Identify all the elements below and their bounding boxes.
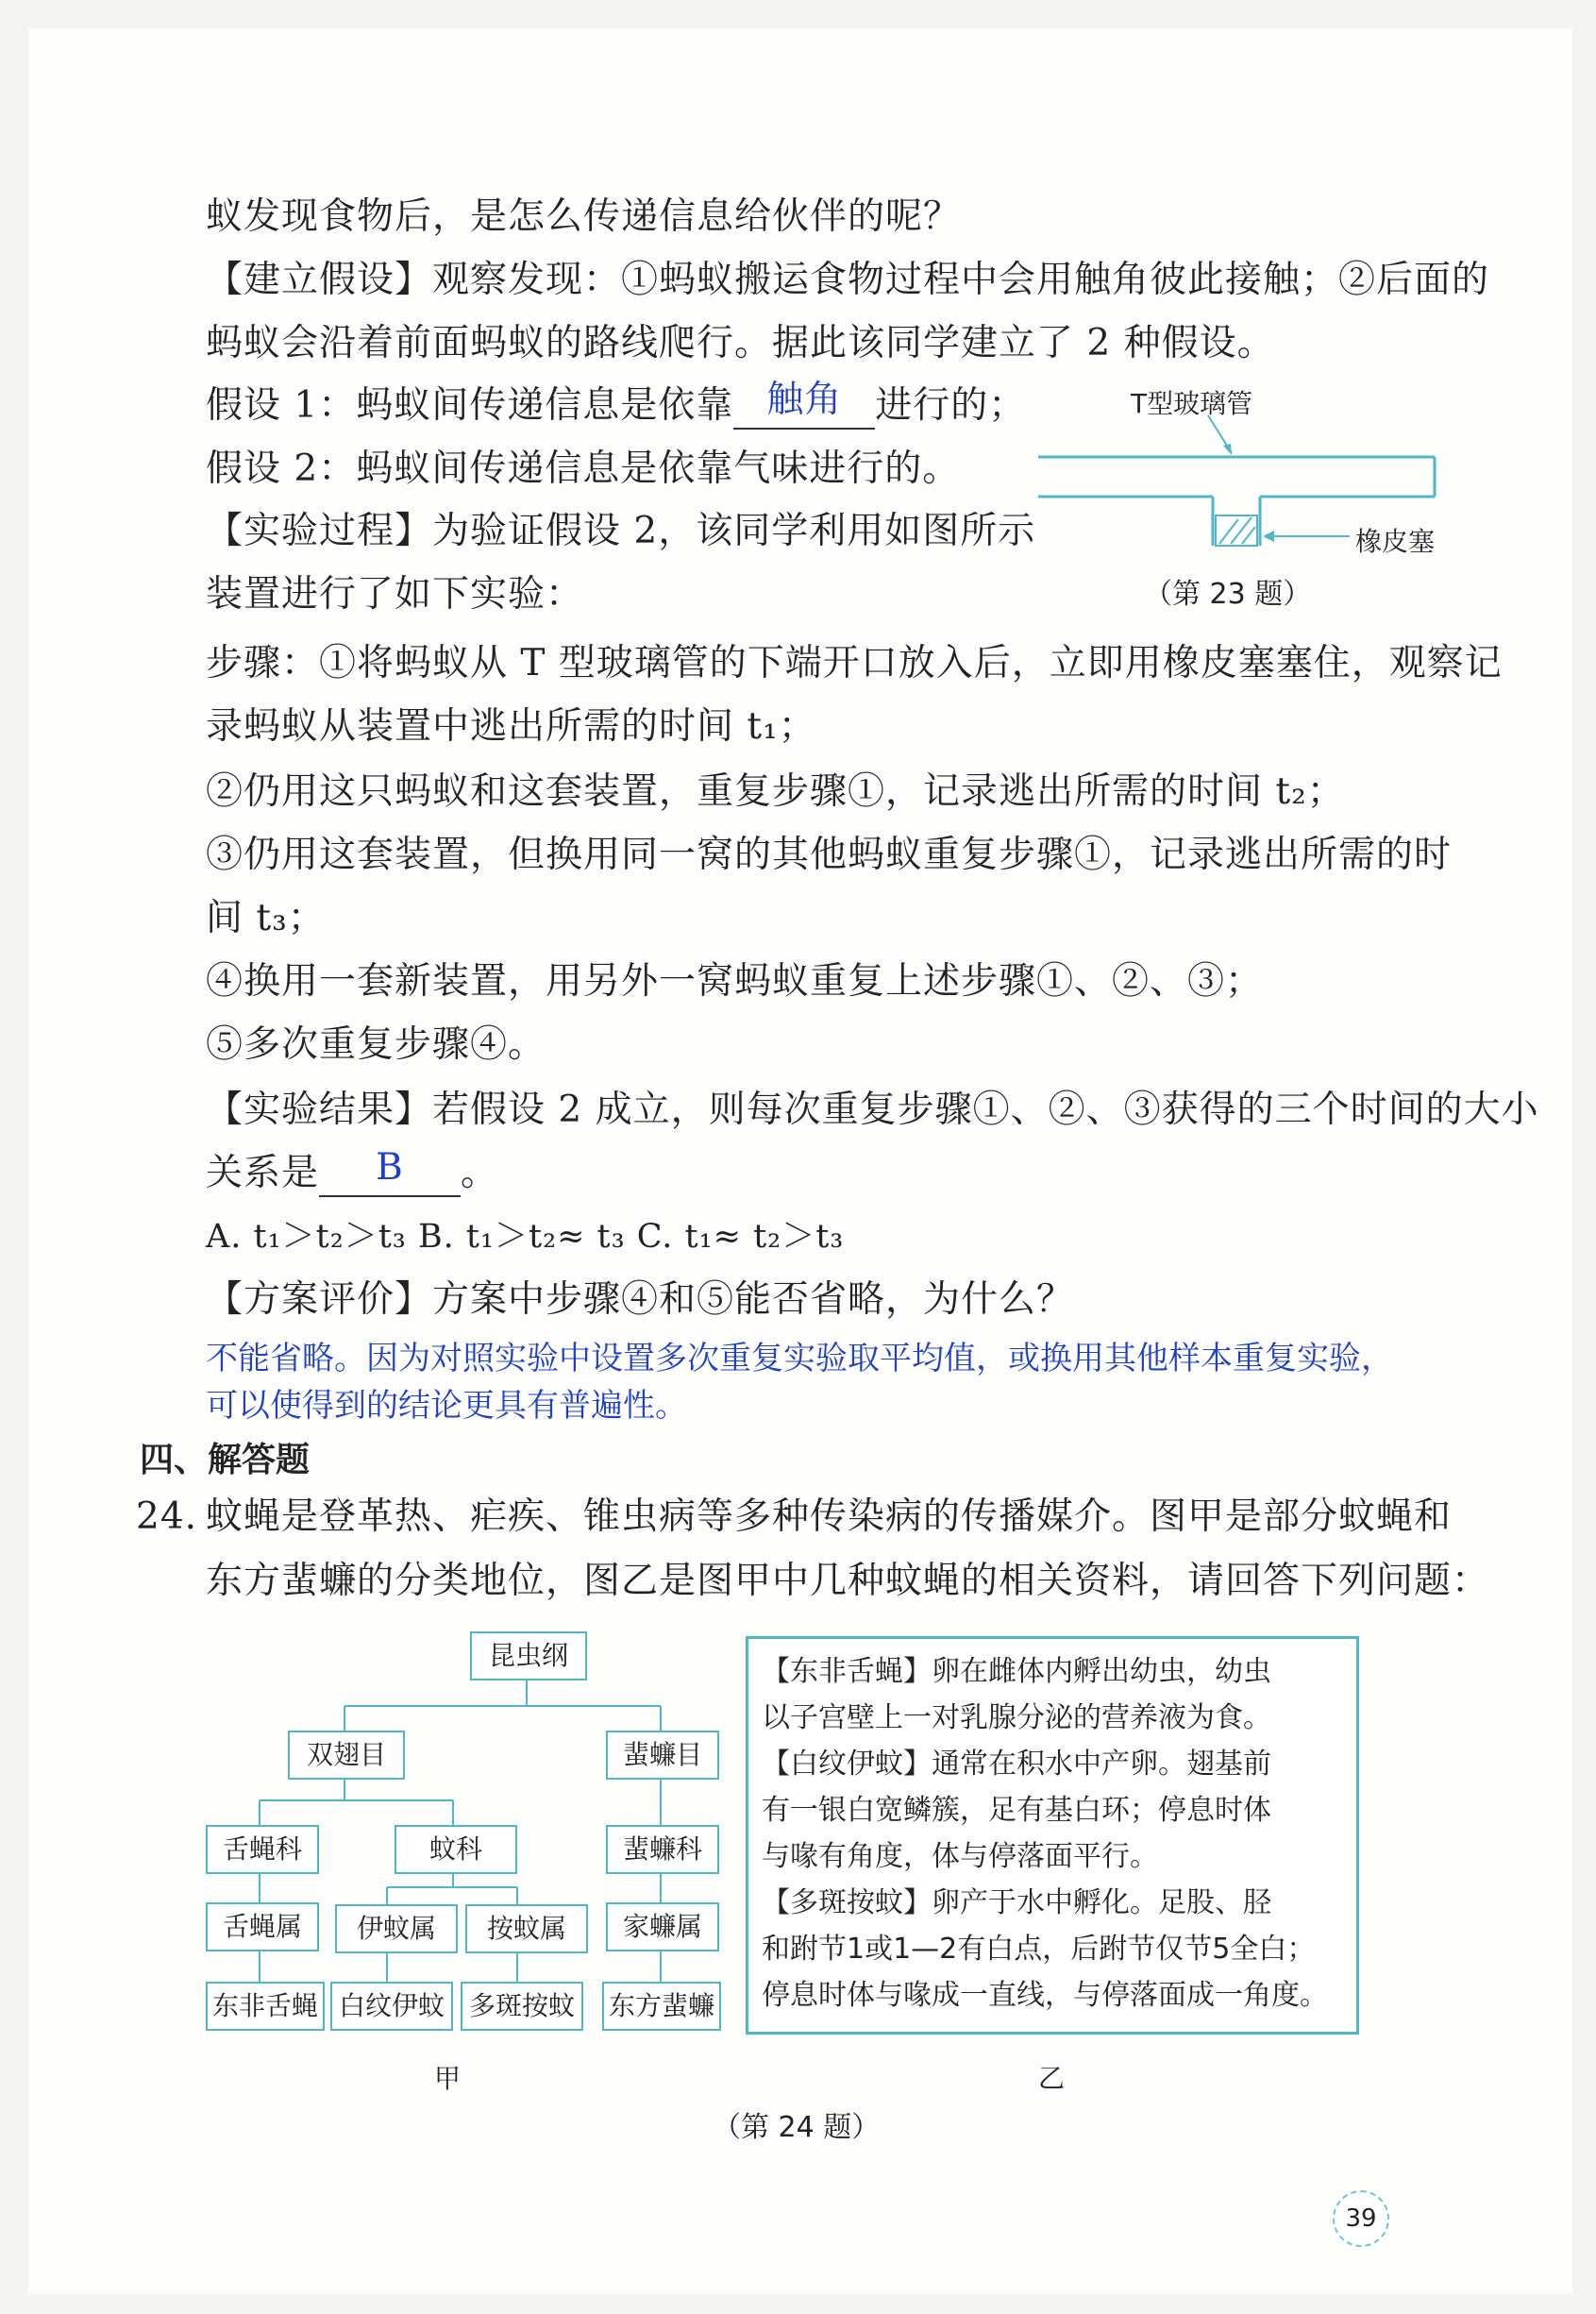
answer-blank: [319, 1146, 461, 1197]
text-line: 东方蜚蠊的分类地位，图乙是图甲中几种蚊蝇的相关资料，请回答下列问题：: [206, 1560, 1490, 1602]
tube-pointer-head: [1223, 444, 1232, 455]
answer-text: 可以使得到的结论更具有普遍性。: [206, 1387, 687, 1425]
tube-label: T型玻璃管: [1131, 388, 1253, 419]
answer-blank: [733, 379, 875, 430]
info-line: 和跗节1或1—2有白点，后跗节仅节5全白；: [762, 1933, 1316, 1966]
answer-value: 触角: [766, 379, 843, 421]
info-line: 停息时体与喙成一直线，与停落面成一角度。: [762, 1979, 1328, 2012]
info-line: 【东非舌蝇】卵在雌体内孵出幼虫，幼虫: [762, 1655, 1271, 1688]
tree-node-species: 东非舌蝇: [206, 1982, 325, 2031]
text-line: 【建立假设】观察发现：①蚂蚁搬运食物过程中会用触角彼此接触；②后面的: [206, 259, 1490, 301]
text-line: 蚁发现食物后，是怎么传递信息给伙伴的呢？: [206, 195, 962, 238]
text-line: 【方案评价】方案中步骤④和⑤能否省略，为什么？: [206, 1278, 1075, 1321]
answer-value: B: [376, 1146, 404, 1189]
question-number: 24.: [136, 1495, 198, 1538]
figure-label-yi: 乙: [1038, 2063, 1066, 2094]
result-prefix: 关系是: [206, 1152, 320, 1194]
text-line: 蚊蝇是登革热、疟疾、锥虫病等多种传染病的传播媒介。图甲是部分蚊蝇和: [206, 1495, 1453, 1538]
tree-node-species: 白纹伊蚊: [330, 1982, 453, 2031]
text-line: 【实验过程】为验证假设 2，该同学利用如图所示: [206, 510, 1036, 552]
hypothesis-1-suffix: 进行的；: [875, 384, 1027, 427]
figure-caption: （第 24 题）: [713, 2111, 881, 2144]
tree-node-order: 蜚蠊目: [606, 1731, 719, 1780]
tree-node-family: 蜚蠊科: [606, 1825, 719, 1874]
text-line: 蚂蚁会沿着前面蚂蚁的路线爬行。据此该同学建立了 2 种假设。: [206, 322, 1275, 364]
info-box: [746, 1636, 1359, 2035]
result-line: [206, 1146, 499, 1197]
tree-node-family: 蚊科: [395, 1825, 517, 1874]
text-line: 步骤：①将蚂蚁从 T 型玻璃管的下端开口放入后，立即用橡皮塞塞住，观察记: [206, 642, 1503, 684]
stopper-pointer-head: [1263, 531, 1274, 542]
tree-node-genus: 伊蚊属: [335, 1904, 458, 1953]
tree-node-family: 舌蝇科: [206, 1825, 319, 1874]
tree-node-species: 东方蜚蠊: [602, 1982, 721, 2031]
info-line: 以子宫壁上一对乳腺分泌的营养液为食。: [762, 1701, 1271, 1734]
text-line: 装置进行了如下实验：: [206, 573, 584, 616]
section-heading: 四、解答题: [140, 1441, 311, 1479]
info-line: 【多斑按蚊】卵产于水中孵化。足股、胫: [762, 1886, 1271, 1919]
info-line: 与喙有角度，体与停落面平行。: [762, 1840, 1158, 1873]
options-line: A. t₁＞t₂＞t₃ B. t₁＞t₂≈ t₃ C. t₁≈ t₂＞t₃: [206, 1218, 845, 1256]
figure-caption: （第 23 题）: [1144, 578, 1312, 611]
tree-node-species: 多斑按蚊: [461, 1982, 583, 2031]
stopper-label: 橡皮塞: [1355, 526, 1436, 557]
info-line: 【白纹伊蚊】通常在积水中产卵。翅基前: [762, 1748, 1271, 1781]
tree-node-genus: 舌蝇属: [206, 1902, 319, 1951]
hypothesis-1: [206, 379, 1027, 430]
answer-text: 不能省略。因为对照实验中设置多次重复实验取平均值，或换用其他样本重复实验，: [206, 1340, 1393, 1377]
tree-node-root: 昆虫纲: [470, 1631, 587, 1681]
figure-label-jia: 甲: [434, 2063, 462, 2094]
info-line: 有一银白宽鳞簇，足有基白环；停息时体: [762, 1794, 1271, 1827]
text-line: 间 t₃；: [206, 897, 326, 939]
text-line: ④换用一套新装置，用另外一窝蚂蚁重复上述步骤①、②、③；: [206, 960, 1264, 1003]
text-line: ③仍用这套装置，但换用同一窝的其他蚂蚁重复步骤①，记录逃出所需的时: [206, 834, 1453, 876]
tree-node-genus: 按蚊属: [465, 1904, 588, 1953]
tree-node-order: 双翅目: [288, 1731, 405, 1780]
text-line: ⑤多次重复步骤④。: [206, 1023, 546, 1066]
text-line: 假设 2：蚂蚁间传递信息是依靠气味进行的。: [206, 448, 961, 490]
text-line: 【实验结果】若假设 2 成立，则每次重复步骤①、②、③获得的三个时间的大小: [206, 1089, 1539, 1131]
tree-node-genus: 家蠊属: [606, 1902, 719, 1951]
text-line: 录蚂蚁从装置中逃出所需的时间 t₁；: [206, 705, 816, 748]
page-number: 39: [1333, 2190, 1389, 2247]
text-line: ②仍用这只蚂蚁和这套装置，重复步骤①，记录逃出所需的时间 t₂；: [206, 770, 1345, 813]
result-suffix: 。: [461, 1152, 499, 1194]
hypothesis-1-prefix: 假设 1：蚂蚁间传递信息是依靠: [206, 384, 734, 427]
